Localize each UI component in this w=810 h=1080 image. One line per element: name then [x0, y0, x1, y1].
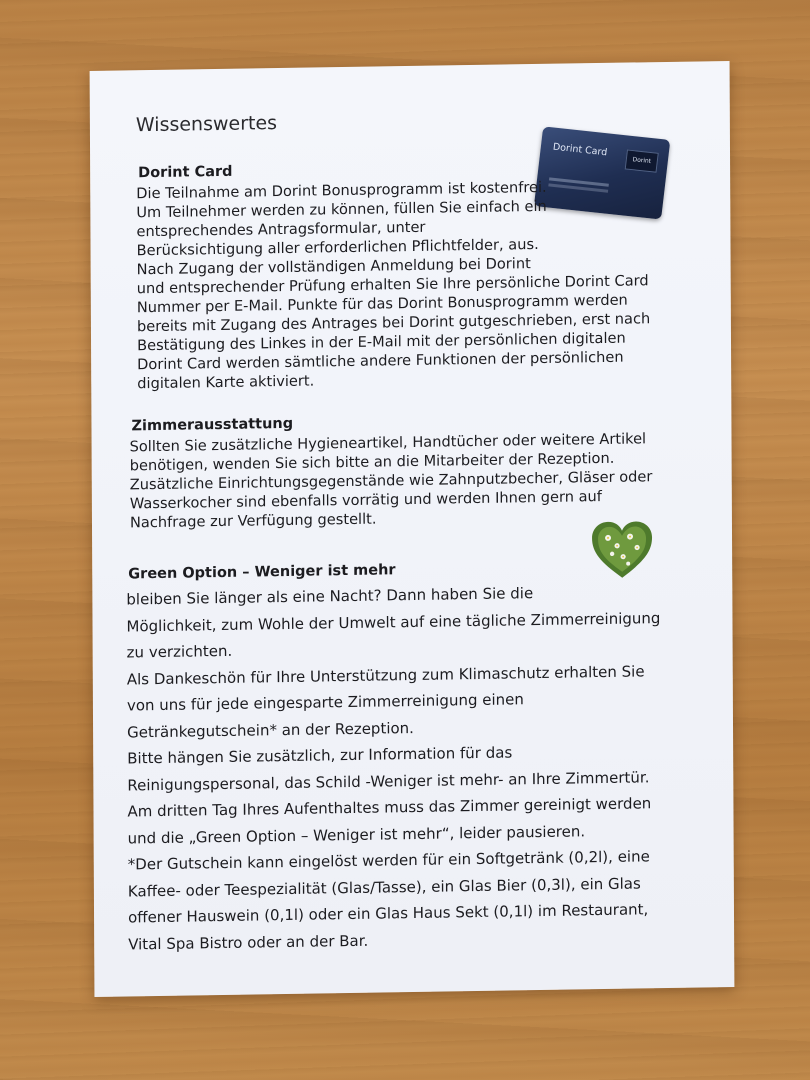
text-line: offener Hauswein (0,1l) oder ein Glas Haus Sekt (0,1l) im Restaurant, [127, 900, 649, 927]
text-line: und entsprechender Prüfung erhalten Sie Ihre persönliche Dorint Card [136, 272, 649, 298]
info-leaflet [90, 61, 735, 997]
text-line: Nummer per E-Mail. Punkte für das Dorint Bonusprogramm werden [136, 291, 628, 317]
section-body-green-option [126, 578, 662, 957]
section-heading-dorint-card: Dorint Card [138, 163, 233, 182]
text-line: benötigen, wenden Sie sich bitte an die Mitarbeiter der Rezeption. [129, 449, 615, 475]
text-line: Bitte hängen Sie zusätzlich, zur Information für das [127, 743, 513, 768]
text-line: von uns für jede eingesparte Zimmerreinigung einen [126, 690, 524, 715]
text-line: Am dritten Tag Ihres Aufenthaltes muss das Zimmer gereinigt werden [127, 794, 652, 821]
text-line: Vital Spa Bistro oder an der Bar. [128, 931, 369, 954]
text-line: Möglichkeit, zum Wohle der Umwelt auf eine tägliche Zimmerreinigung [126, 608, 661, 635]
text-line: Berücksichtigung aller erforderlichen Pflichtfelder, aus. [136, 235, 539, 260]
card-logo-text: Dorint [632, 156, 652, 166]
page-title: Wissenswertes [135, 112, 278, 137]
text-line: bleiben Sie länger als eine Nacht? Dann haben Sie die [126, 584, 534, 609]
section-body-dorint-card [136, 177, 651, 393]
text-line: digitalen Karte aktiviert. [137, 372, 315, 393]
text-line: entsprechendes Antragsformular, unter [136, 218, 426, 241]
text-line: Sollten Sie zusätzliche Hygieneartikel, Handtücher oder weitere Artikel [129, 430, 647, 456]
text-line: zu verzichten. [126, 641, 233, 662]
text-line: Als Dankeschön für Ihre Unterstützung zum Klimaschutz erhalten Sie [126, 661, 645, 688]
card-label: Dorint Card [552, 141, 608, 159]
text-line: Getränkegutschein* an der Rezeption. [127, 718, 414, 742]
text-line: *Der Gutschein kann eingelöst werden für ein Softgetränk (0,2l), eine [127, 847, 650, 874]
text-line: Nachfrage zur Verfügung gestellt. [129, 510, 377, 532]
section-body-room-equipment [130, 429, 653, 532]
text-line: Zusätzliche Einrichtungsgegenstände wie Zahnputzbecher, Gläser oder [129, 468, 653, 494]
text-line: Wasserkocher sind ebenfalls vorrätig und werden Ihnen gern auf [129, 488, 602, 513]
green-heart-icon [590, 519, 654, 580]
text-line: Nach Zugang der vollständigen Anmeldung bei Dorint [136, 255, 531, 279]
text-line: Dorint Card werden sämtliche andere Funktionen der persönlichen [137, 348, 624, 374]
text-line: Bestätigung des Linkes in der E-Mail mit der persönlichen digitalen [137, 329, 626, 355]
card-logo [625, 149, 659, 172]
section-heading-room-equipment: Zimmerausstattung [131, 415, 294, 435]
text-line: und die „Green Option – Weniger ist mehr“, leider pausieren. [127, 821, 586, 848]
text-line: bereits mit Zugang des Antrages bei Dorint gutgeschrieben, erst nach [136, 310, 651, 336]
text-line: Reinigungspersonal, das Schild -Weniger ist mehr- an Ihre Zimmertür. [127, 767, 650, 795]
text-line: Kaffee- oder Teespezialität (Glas/Tasse), ein Glas Bier (0,3l), ein Glas [127, 873, 641, 901]
section-heading-green-option: Green Option – Weniger ist mehr [128, 562, 396, 583]
text-line: Die Teilnahme am Dorint Bonusprogramm ist kostenfrei. [136, 178, 547, 203]
text-line: Um Teilnehmer werden zu können, füllen Sie einfach ein [136, 197, 547, 222]
